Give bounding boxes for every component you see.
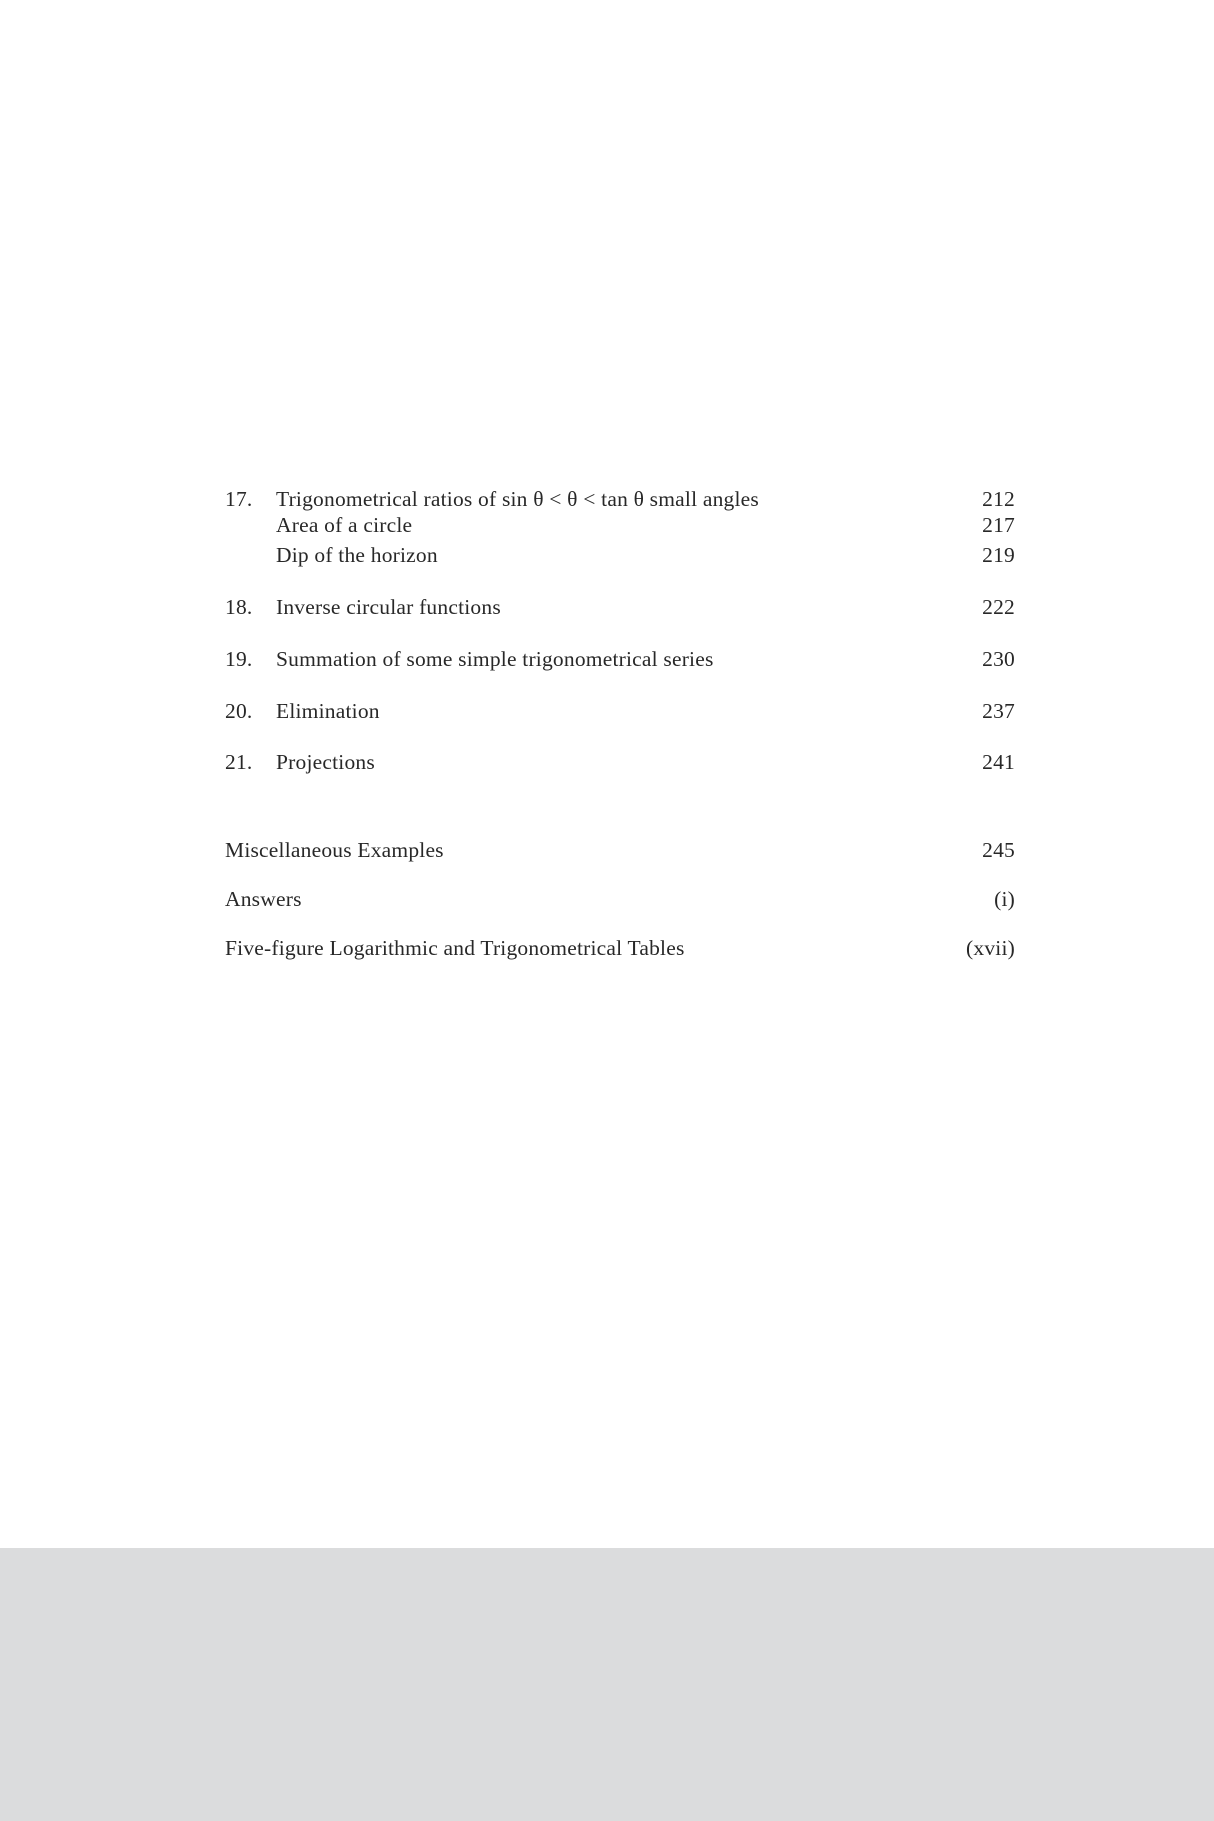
toc-entry-number: 18. [225, 595, 253, 619]
toc-entry-page: 230 [982, 647, 1015, 671]
toc-entry-page: 222 [982, 595, 1015, 619]
back-matter-title: Five-figure Logarithmic and Trigonometrical Tables [225, 936, 685, 960]
toc-entry-page: 237 [982, 699, 1015, 723]
back-matter-page: 245 [982, 838, 1015, 862]
toc-entry [225, 541, 1015, 569]
toc-entry-title: Projections [276, 750, 375, 774]
back-matter-title: Answers [225, 887, 302, 911]
toc-entry-page: 241 [982, 750, 1015, 774]
scan-background-band [0, 1548, 1214, 1821]
back-matter-entry [225, 836, 1015, 864]
toc-entry [225, 593, 1015, 621]
toc-entry-number: 20. [225, 699, 253, 723]
toc-entry [225, 645, 1015, 673]
toc-entry [225, 697, 1015, 725]
toc-entry-title: Trigonometrical ratios of sin θ < θ < tan θ small angles [276, 487, 759, 511]
back-matter-title: Miscellaneous Examples [225, 838, 444, 862]
back-matter-entry [225, 885, 1015, 913]
toc-entry [225, 485, 1015, 513]
toc-entry-page: 219 [982, 543, 1015, 567]
toc-entry-number: 17. [225, 487, 253, 511]
toc-entry-title: Inverse circular functions [276, 595, 501, 619]
toc-entry-page: 217 [982, 513, 1015, 537]
toc-entry-page: 212 [982, 487, 1015, 511]
back-matter-page: (xvii) [966, 936, 1015, 960]
back-matter-entry [225, 934, 1015, 962]
toc-entry [225, 511, 1015, 539]
toc-entry [225, 748, 1015, 776]
toc-entry-title: Elimination [276, 699, 380, 723]
toc-entry-title: Area of a circle [276, 513, 413, 537]
toc-entry-title: Summation of some simple trigonometrical series [276, 647, 714, 671]
back-matter-page: (i) [994, 887, 1015, 911]
toc-entry-number: 19. [225, 647, 253, 671]
toc-entry-title: Dip of the horizon [276, 543, 438, 567]
toc-entry-number: 21. [225, 750, 253, 774]
